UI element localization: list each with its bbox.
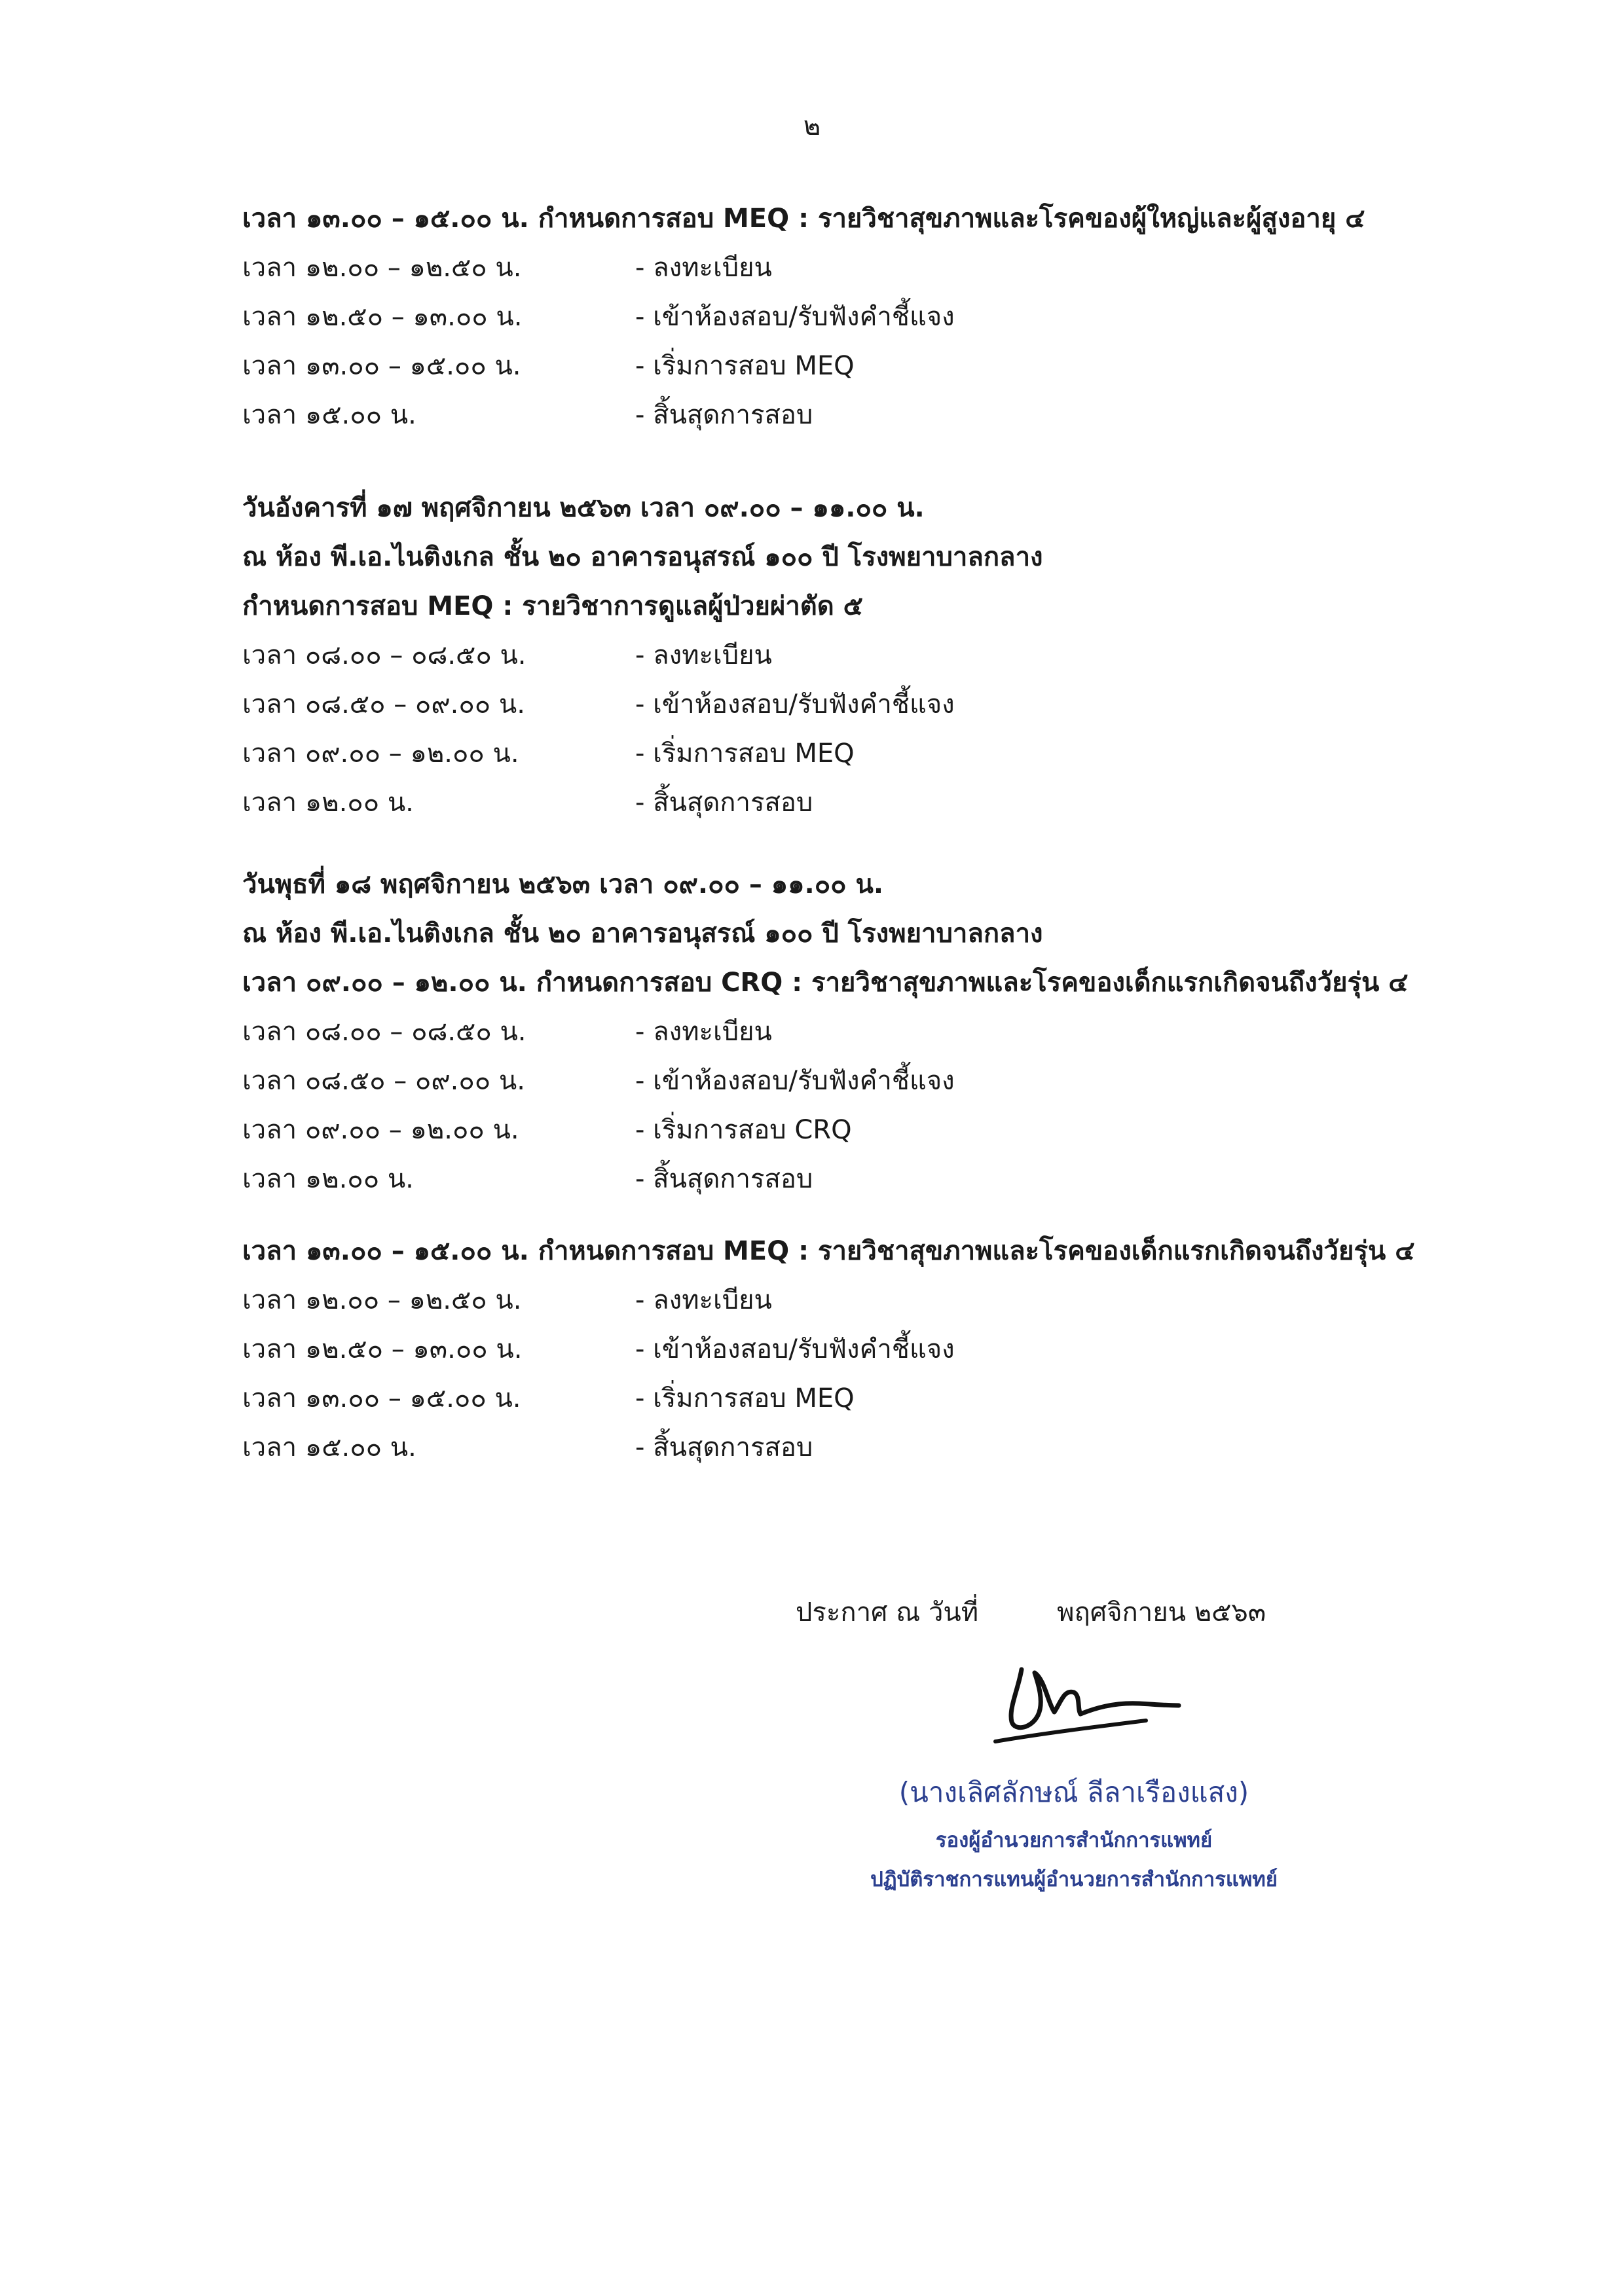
- schedule-time: เวลา ๑๒.๐๐ น.: [242, 788, 414, 818]
- schedule-activity: - สิ้นสุดการสอบ: [635, 1164, 813, 1194]
- exam-date: วันพุธที่ ๑๘ พฤศจิกายน ๒๕๖๓ เวลา ๐๙.๐๐ – ๑๑.๐๐ น.: [242, 869, 884, 900]
- schedule-row: [242, 1114, 852, 1146]
- schedule-time: เวลา ๑๒.๐๐ – ๑๒.๕๐ น.: [242, 1285, 522, 1315]
- schedule-activity: - ลงทะเบียน: [635, 640, 772, 670]
- schedule-activity: - สิ้นสุดการสอบ: [635, 1432, 813, 1463]
- exam-location: ณ ห้อง พี.เอ.ไนติงเกล ชั้น ๒๐ อาคารอนุสรณ์ ๑๐๐ ปี โรงพยาบาลกลาง: [242, 542, 1043, 572]
- schedule-time: เวลา ๐๘.๕๐ – ๐๙.๐๐ น.: [242, 1066, 525, 1096]
- schedule-row: [242, 399, 813, 431]
- schedule-activity: - เข้าห้องสอบ/รับฟังคำชี้แจง: [635, 1066, 955, 1096]
- schedule-activity: - ลงทะเบียน: [635, 1285, 772, 1315]
- schedule-row: [242, 640, 772, 671]
- schedule-time: เวลา ๑๒.๐๐ – ๑๒.๕๐ น.: [242, 253, 522, 283]
- signer-position: รองผู้อำนวยการสำนักการแพทย์: [935, 1829, 1213, 1852]
- announcement-date: [796, 1591, 1266, 1633]
- schedule-row: [242, 1016, 772, 1048]
- schedule-time: เวลา ๑๓.๐๐ – ๑๕.๐๐ น.: [242, 351, 521, 381]
- schedule-activity: - ลงทะเบียน: [635, 253, 772, 283]
- schedule-row: [242, 1285, 772, 1316]
- exam-header: เวลา ๐๙.๐๐ – ๑๒.๐๐ น. กำหนดการสอบ CRQ : รายวิชาสุขภาพและโรคของเด็กแรกเกิดจนถึงวัยรุ่น ๔: [242, 968, 1409, 998]
- schedule-activity: - สิ้นสุดการสอบ: [635, 788, 813, 818]
- schedule-time: เวลา ๑๒.๐๐ น.: [242, 1164, 414, 1194]
- schedule-row: [242, 1065, 955, 1097]
- schedule-activity: - เริ่มการสอบ MEQ: [635, 1383, 855, 1413]
- page-number: ๒: [803, 111, 821, 141]
- schedule-activity: - เข้าห้องสอบ/รับฟังคำชี้แจง: [635, 302, 955, 332]
- schedule-activity: - เริ่มการสอบ CRQ: [635, 1115, 852, 1145]
- exam-location: ณ ห้อง พี.เอ.ไนติงเกล ชั้น ๒๐ อาคารอนุสรณ์ ๑๐๐ ปี โรงพยาบาลกลาง: [242, 919, 1043, 949]
- signer-acting-position: ปฏิบัติราชการแทนผู้อำนวยการสำนักการแพทย์: [870, 1868, 1278, 1891]
- schedule-row: [242, 1163, 813, 1195]
- schedule-time: เวลา ๐๘.๐๐ – ๐๘.๕๐ น.: [242, 1017, 526, 1047]
- schedule-activity: - เข้าห้องสอบ/รับฟังคำชี้แจง: [635, 1334, 955, 1364]
- schedule-row: [242, 738, 855, 769]
- schedule-time: เวลา ๐๘.๕๐ – ๐๙.๐๐ น.: [242, 689, 525, 720]
- schedule-time: เวลา ๑๕.๐๐ น.: [242, 1432, 416, 1463]
- schedule-activity: - เริ่มการสอบ MEQ: [635, 738, 855, 769]
- exam-header: กำหนดการสอบ MEQ : รายวิชาการดูแลผู้ป่วยผ่าตัด ๕: [242, 591, 863, 621]
- exam-header: เวลา ๑๓.๐๐ – ๑๕.๐๐ น. กำหนดการสอบ MEQ : รายวิชาสุขภาพและโรคของเด็กแรกเกิดจนถึงวัยรุ่น ๔: [242, 1236, 1415, 1266]
- schedule-row: [242, 252, 772, 283]
- schedule-time: เวลา ๑๕.๐๐ น.: [242, 400, 416, 430]
- schedule-row: [242, 1383, 855, 1414]
- schedule-row: [242, 350, 855, 382]
- handwritten-signature: [982, 1643, 1192, 1755]
- schedule-time: เวลา ๑๒.๕๐ – ๑๓.๐๐ น.: [242, 1334, 523, 1364]
- announcement-month-year: พฤศจิกายน ๒๕๖๓: [1057, 1597, 1266, 1628]
- schedule-row: [242, 301, 955, 333]
- schedule-time: เวลา ๐๙.๐๐ – ๑๒.๐๐ น.: [242, 738, 519, 769]
- schedule-row: [242, 787, 813, 818]
- exam-date: วันอังคารที่ ๑๗ พฤศจิกายน ๒๕๖๓ เวลา ๐๙.๐๐ – ๑๑.๐๐ น.: [242, 493, 925, 523]
- exam-header: เวลา ๑๓.๐๐ – ๑๕.๐๐ น. กำหนดการสอบ MEQ : รายวิชาสุขภาพและโรคของผู้ใหญ่และผู้สูงอายุ ๔: [242, 204, 1365, 234]
- schedule-activity: - เริ่มการสอบ MEQ: [635, 351, 855, 381]
- schedule-row: [242, 1432, 813, 1463]
- schedule-row: [242, 1334, 955, 1365]
- schedule-activity: - ลงทะเบียน: [635, 1017, 772, 1047]
- announcement-prefix: ประกาศ ณ วันที่: [796, 1597, 979, 1628]
- schedule-time: เวลา ๑๒.๕๐ – ๑๓.๐๐ น.: [242, 302, 523, 332]
- schedule-time: เวลา ๐๘.๐๐ – ๐๘.๕๐ น.: [242, 640, 526, 670]
- schedule-activity: - สิ้นสุดการสอบ: [635, 400, 813, 430]
- schedule-row: [242, 689, 955, 720]
- schedule-time: เวลา ๑๓.๐๐ – ๑๕.๐๐ น.: [242, 1383, 521, 1413]
- schedule-time: เวลา ๐๙.๐๐ – ๑๒.๐๐ น.: [242, 1115, 519, 1145]
- signer-name: (นางเลิศลักษณ์ ลีลาเรืองแสง): [898, 1776, 1249, 1808]
- schedule-activity: - เข้าห้องสอบ/รับฟังคำชี้แจง: [635, 689, 955, 720]
